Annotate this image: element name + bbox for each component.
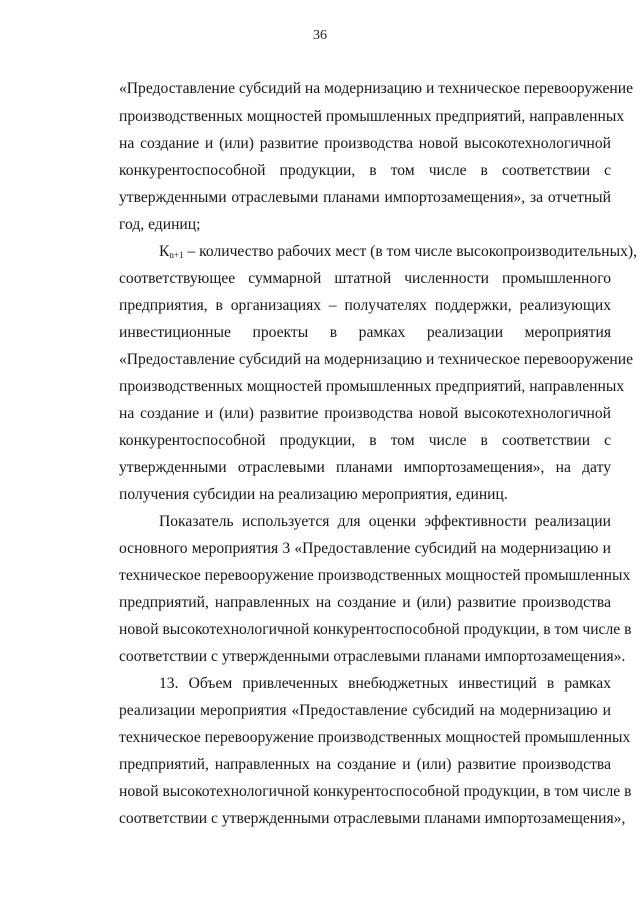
paragraph-line: на создание и (или) развитие производства новой высокотехнологичной [119, 405, 611, 422]
paragraph-line: «Предоставление субсидий на модернизацию и техническое перевооружение [119, 351, 634, 368]
paragraph-line: конкурентоспособной продукции, в том числе в соответствии с [119, 432, 611, 449]
paragraph-line: основного мероприятия 3 «Предоставление субсидий на модернизацию и [119, 540, 611, 557]
paragraph-line: утвержденными отраслевыми планами импортозамещения», на дату [119, 459, 611, 476]
paragraph-line: предприятий, направленных на создание и (или) развитие производства [119, 594, 611, 611]
variable-symbol: К [159, 243, 170, 260]
paragraph-line: соответствии с утвержденными отраслевыми планами импортозамещения», [119, 810, 626, 827]
paragraph-line: год, единиц; [119, 216, 201, 233]
paragraph-line: производственных мощностей промышленных предприятий, направленных [119, 108, 625, 125]
paragraph-line: конкурентоспособной продукции, в том числе в соответствии с [119, 162, 611, 179]
paragraph-line: производственных мощностей промышленных предприятий, направленных [119, 378, 625, 395]
paragraph-line: утвержденными отраслевыми планами импортозамещения», за отчетный [119, 189, 611, 206]
paragraph-line: предприятия, в организациях – получателях поддержки, реализующих [119, 297, 611, 314]
paragraph-line: получения субсидии на реализацию мероприятия, единиц. [119, 486, 508, 503]
paragraph-line: соответствующее суммарной штатной численности промышленного [119, 270, 611, 287]
paragraph-line: инвестиционные проекты в рамках реализации мероприятия [119, 324, 611, 341]
page-number: 36 [313, 28, 327, 43]
paragraph-text: – количество рабочих мест (в том числе высокопроизводительных), [183, 243, 638, 260]
paragraph-line: предприятий, направленных на создание и (или) развитие производства [119, 756, 611, 773]
paragraph-line: техническое перевооружение производственных мощностей промышленных [119, 567, 631, 584]
paragraph-line: новой высокотехнологичной конкурентоспособной продукции, в том числе в [119, 621, 632, 638]
variable-subscript: n+1 [169, 250, 184, 260]
paragraph-line: реализации мероприятия «Предоставление субсидий на модернизацию и [119, 702, 611, 719]
paragraph-line: соответствии с утвержденными отраслевыми планами импортозамещения». [119, 648, 626, 665]
paragraph-line: на создание и (или) развитие производства новой высокотехнологичной [119, 135, 611, 152]
paragraph-line: техническое перевооружение производственных мощностей промышленных [119, 729, 631, 746]
paragraph-line: «Предоставление субсидий на модернизацию и техническое перевооружение [119, 80, 634, 97]
paragraph-line: 13. Объем привлеченных внебюджетных инвестиций в рамках [159, 675, 611, 692]
paragraph-line-first [159, 243, 637, 264]
paragraph-line: новой высокотехнологичной конкурентоспособной продукции, в том числе в [119, 783, 632, 800]
paragraph-line: Показатель используется для оценки эффективности реализации [159, 513, 611, 530]
